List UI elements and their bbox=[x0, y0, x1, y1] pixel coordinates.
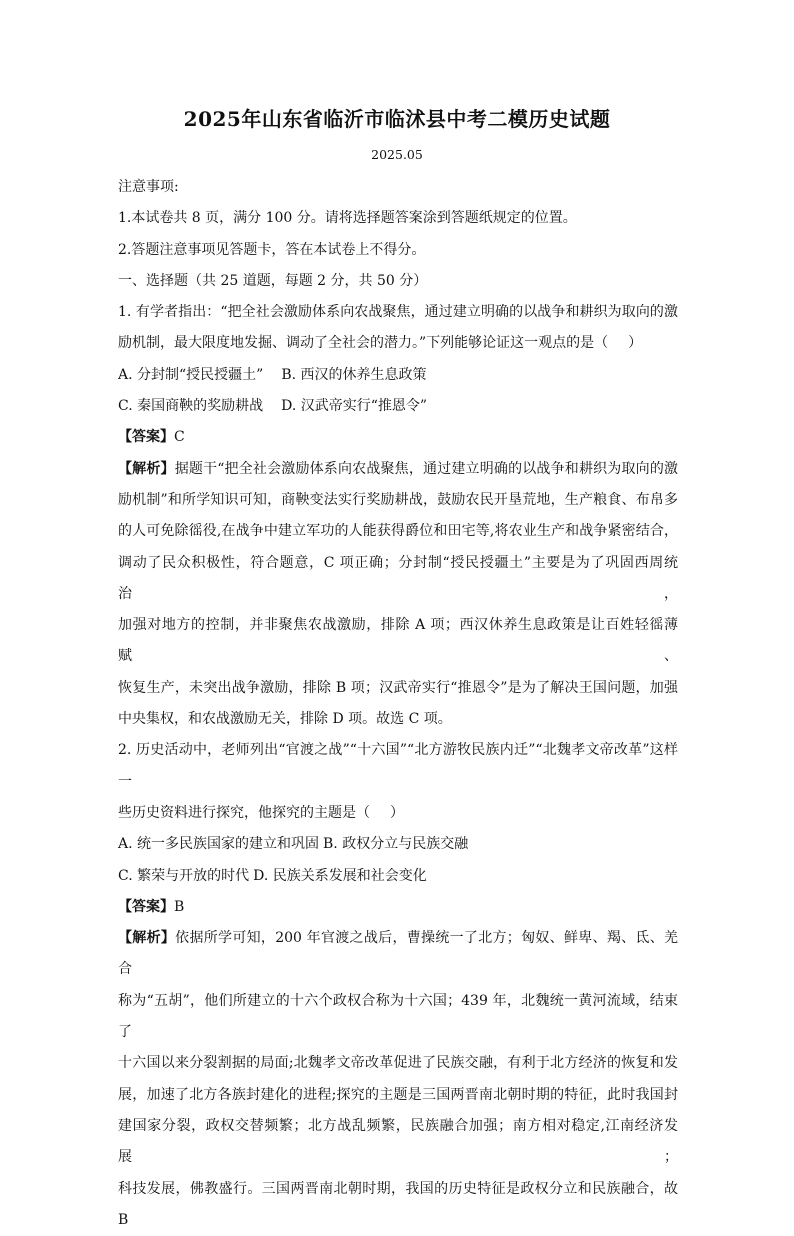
answer-value: B bbox=[174, 899, 184, 915]
analysis-line: 【解析】依据所学可知，200 年官渡之战后，曹操统一了北方；匈奴、鲜卑、羯、氐、羌合 bbox=[118, 923, 678, 986]
option-row bbox=[118, 829, 678, 860]
analysis-line: 【解析】据题干“把全社会激励体系向农战聚焦，通过建立明确的以战争和耕织为取向的激 bbox=[118, 454, 678, 485]
analysis-line: 展，加速了北方各族封建化的进程;探究的主题是三国两晋南北朝时期的特征，此时我国封 bbox=[118, 1080, 678, 1111]
answer-line bbox=[118, 422, 678, 453]
option-c: C. 繁荣与开放的时代 bbox=[118, 861, 249, 892]
notice-heading: 注意事项: bbox=[118, 172, 678, 203]
option-b: B. 政权分立与民族交融 bbox=[323, 829, 468, 860]
analysis-line: 加强对地方的控制，并非聚焦农战激励，排除 A 项；西汉休养生息政策是让百姓轻徭薄赋、 bbox=[118, 610, 678, 673]
question-stem-line: 励机制，最大限度地发掘、调动了全社会的潜力。”下列能够论证这一观点的是（ ） bbox=[118, 328, 678, 359]
question-stem-line: 些历史资料进行探究，他探究的主题是（ ） bbox=[118, 798, 678, 829]
notice-item: 1.本试卷共 8 页，满分 100 分。请将选择题答案涂到答题纸规定的位置。 bbox=[118, 203, 678, 234]
option-row bbox=[118, 360, 678, 391]
section-heading: 一、选择题（共 25 道题，每题 2 分，共 50 分） bbox=[118, 266, 678, 297]
analysis-tag: 【解析】 bbox=[118, 461, 175, 477]
answer-line bbox=[118, 892, 678, 923]
option-b: B. 西汉的休养生息政策 bbox=[281, 360, 426, 391]
analysis-line: 十六国以来分裂割据的局面;北魏孝文帝改革促进了民族交融，有利于北方经济的恢复和发 bbox=[118, 1048, 678, 1079]
question-stem-line: 2. 历史活动中，老师列出“官渡之战”“十六国”“北方游牧民族内迁”“北魏孝文帝改革”这样一 bbox=[118, 735, 678, 798]
option-a: A. 统一多民族国家的建立和巩固 bbox=[118, 829, 319, 860]
analysis-line: 的人可免除徭役,在战争中建立军功的人能获得爵位和田宅等,将农业生产和战争紧密结合， bbox=[118, 516, 678, 547]
analysis-line: 励机制”和所学知识可知，商鞅变法实行奖励耕战，鼓励农民开垦荒地，生产粮食、布帛多 bbox=[118, 485, 678, 516]
option-row bbox=[118, 861, 678, 892]
answer-value: C bbox=[174, 429, 185, 445]
document-body bbox=[118, 172, 678, 1236]
option-row bbox=[118, 391, 678, 422]
analysis-line: 调动了民众积极性，符合题意，C 项正确；分封制“授民授疆土”主要是为了巩固西周统治， bbox=[118, 548, 678, 611]
analysis-tag: 【解析】 bbox=[118, 930, 175, 946]
notice-item: 2.答题注意事项见答题卡，答在本试卷上不得分。 bbox=[118, 235, 678, 266]
option-c: C. 秦国商鞅的奖励耕战 bbox=[118, 391, 263, 422]
answer-tag: 【答案】 bbox=[118, 899, 174, 915]
analysis-line: 称为“五胡”，他们所建立的十六个政权合称为十六国；439 年，北魏统一黄河流域，结束了 bbox=[118, 986, 678, 1049]
exam-date: 2025.05 bbox=[0, 147, 794, 162]
question-stem-line: 1. 有学者指出：“把全社会激励体系向农战聚焦，通过建立明确的以战争和耕织为取向的激 bbox=[118, 297, 678, 328]
option-d: D. 民族关系发展和社会变化 bbox=[253, 861, 427, 892]
analysis-line: 科技发展，佛教盛行。三国两晋南北朝时期，我国的历史特征是政权分立和民族融合，故 B bbox=[118, 1174, 678, 1236]
analysis-line: 建国家分裂，政权交替频繁；北方战乱频繁，民族融合加强；南方相对稳定,江南经济发展； bbox=[118, 1111, 678, 1174]
analysis-line: 恢复生产，未突出战争激励，排除 B 项；汉武帝实行“推恩令”是为了解决王国问题，加强 bbox=[118, 673, 678, 704]
option-d: D. 汉武帝实行“推恩令” bbox=[281, 391, 427, 422]
page-title: 2025年山东省临沂市临沭县中考二模历史试题 bbox=[0, 103, 794, 132]
answer-tag: 【答案】 bbox=[118, 429, 174, 445]
option-a: A. 分封制“授民授疆土” bbox=[118, 360, 263, 391]
analysis-line: 中央集权，和农战激励无关，排除 D 项。故选 C 项。 bbox=[118, 704, 678, 735]
